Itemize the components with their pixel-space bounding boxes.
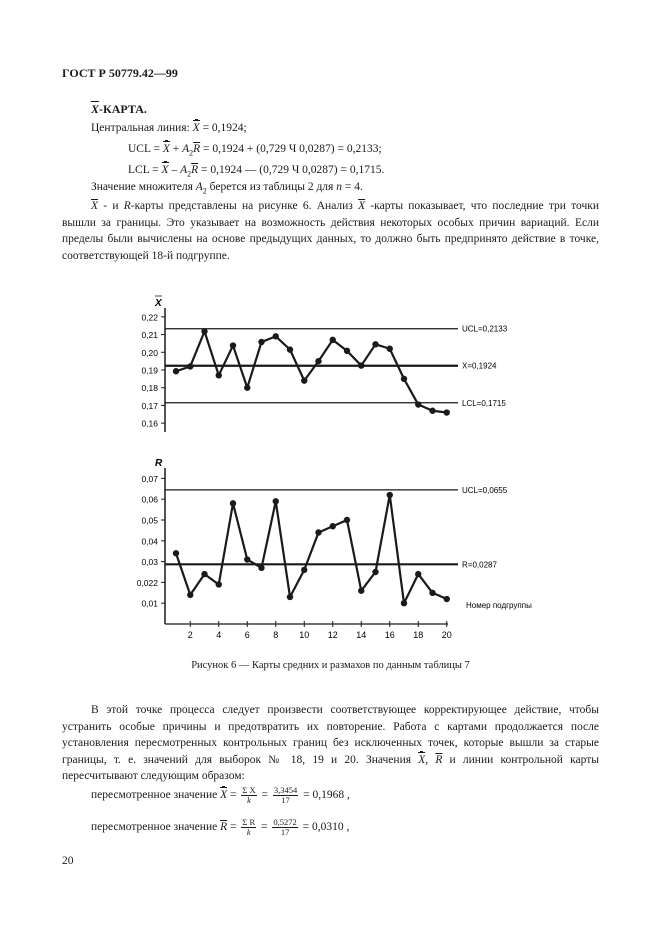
y-axis-label: X (155, 298, 162, 309)
y-tick-label: 0,05 (141, 515, 158, 526)
a-symbol: A (180, 164, 188, 176)
y-tick-label: 0,03 (141, 557, 158, 568)
r-symbol: R (123, 200, 131, 212)
x-double-bar-symbol: X (418, 753, 426, 766)
paragraph-analysis (62, 198, 599, 264)
r-bar-symbol: $\overline{R}$ (191, 164, 199, 176)
data-point (273, 498, 279, 504)
r-bar-symbol: $\overline{R}$ (435, 753, 443, 766)
y-tick-label: 0,16 (141, 418, 158, 429)
y-tick-label: 0,17 (141, 400, 158, 411)
data-point (401, 376, 407, 382)
data-point (230, 342, 236, 348)
fraction-numerator: Σ X (242, 785, 256, 795)
data-point (301, 377, 307, 383)
x-bar-symbol: $\overline{X}$ (91, 102, 100, 116)
center-line-label: Центральная линия: (91, 122, 190, 134)
data-point (201, 571, 207, 577)
data-point (444, 409, 450, 415)
x-tick-label: 6 (244, 630, 250, 640)
data-point (301, 567, 307, 573)
control-line-label: LCL=0,1715 (462, 398, 506, 408)
y-tick-label: 0,18 (141, 383, 158, 394)
x-tick-label: 20 (441, 630, 452, 640)
center-line-value: = 0,1924; (202, 122, 247, 134)
x-double-bar-symbol: X (161, 164, 169, 176)
data-point (187, 592, 193, 598)
y-tick-label: 0,06 (141, 494, 158, 505)
control-line-label: R=0,0287 (462, 560, 497, 570)
x-tick-label: 10 (299, 630, 310, 640)
a-symbol: A (195, 181, 203, 193)
fraction-values-x (273, 786, 298, 805)
revised-x-value: = 0,1968 , (303, 789, 350, 802)
y-axis-label: R (155, 458, 163, 469)
paragraph-text: - и (98, 200, 124, 212)
data-point (344, 517, 350, 523)
a-subscript: 2 (189, 148, 194, 158)
data-point (244, 385, 250, 391)
data-point (358, 588, 364, 594)
data-point (315, 529, 321, 535)
fraction-values-r (272, 818, 297, 837)
section-title (91, 102, 147, 117)
revised-r-formula: пересмотренное значение $\overline{R}$ = $\frac{\text{Σ R}}{k}$ = $\frac{0,5272}{17}$ = 0,0310 , (91, 817, 350, 837)
y-tick-label: 0,07 (141, 473, 158, 484)
x-tick-label: 18 (413, 630, 424, 640)
x-tick-label: 14 (356, 630, 367, 640)
x-double-bar-symbol: X (162, 143, 170, 155)
control-line-label: UCL=0,0655 (462, 485, 508, 495)
data-series-line (176, 331, 447, 412)
ucl-value: = 0,1924 + (0,729 Ч 0,0287) = 0,2133; (203, 143, 382, 155)
data-point (330, 523, 336, 529)
x-tick-label: 16 (384, 630, 395, 640)
minus-sign: – (171, 164, 178, 176)
x-double-bar-symbol: X (192, 122, 200, 134)
fraction-denominator: k (246, 827, 251, 837)
ucl-formula (128, 143, 382, 157)
fraction-denominator: 17 (281, 795, 290, 805)
data-point (287, 346, 293, 352)
data-point (401, 600, 407, 606)
data-point (330, 337, 336, 343)
data-point (429, 590, 435, 596)
data-point (258, 565, 264, 571)
lcl-label: LCL = (128, 164, 159, 176)
n-symbol: n (336, 181, 342, 193)
r-bar-symbol: $\overline{R}$ (193, 143, 201, 155)
x-bar-chart (141, 296, 507, 432)
multiplier-text-3: = 4. (344, 181, 363, 193)
plus-sign: + (172, 143, 180, 155)
paragraph-correction (62, 702, 599, 785)
data-point (344, 348, 350, 354)
data-point (173, 550, 179, 556)
revised-label: пересмотренное значение (91, 789, 218, 802)
data-point (315, 358, 321, 364)
figure-caption: Рисунок 6 — Карты средних и размахов по данным таблицы 7 (191, 660, 470, 671)
data-point (230, 500, 236, 506)
data-series-line (176, 495, 447, 603)
paragraph-text: -карты представлены на рисунке 6. Анализ (130, 200, 359, 212)
data-point (372, 569, 378, 575)
data-point (216, 372, 222, 378)
fraction-numerator: 0,5272 (273, 817, 297, 827)
multiplier-note (91, 181, 363, 195)
fraction-numerator: 3,3454 (273, 785, 298, 795)
data-point (273, 333, 279, 339)
x-tick-label: 8 (273, 630, 279, 640)
x-double-bar-symbol: X (220, 789, 228, 802)
data-point (415, 401, 421, 407)
revised-x-formula: пересмотренное значение X = $\frac{\text{Σ X}}{k}$ = $\frac{3,3454}{17}$ = 0,1968 , (91, 785, 350, 805)
revised-r-value: = 0,0310 , (302, 821, 350, 834)
y-tick-label: 0,19 (141, 365, 158, 376)
data-point (358, 362, 364, 368)
center-line-formula (91, 122, 247, 134)
control-charts-figure (0, 270, 661, 670)
page-number: 20 (62, 855, 74, 867)
x-bar-symbol: $\overline{X}$ (358, 200, 366, 212)
data-point (444, 596, 450, 602)
lcl-value: = 0,1924 — (0,729 Ч 0,0287) = 0,1715. (201, 164, 385, 176)
fraction-denominator: 17 (280, 827, 290, 837)
a-subscript: 2 (187, 169, 192, 179)
paragraph-text: -карты показывает, что последние три точки вышли за границы. Это указывает на возможность действия некоторых особых причин вариаций. Если пределы были вычислены на основе предыдущих данных, то должно быть предпринято действие в точке, соответствующей 18-й подгруппе. (62, 200, 599, 262)
fraction-numerator: Σ R (242, 817, 256, 827)
lcl-formula (128, 164, 384, 178)
data-point (287, 594, 293, 600)
x-tick-label: 2 (187, 630, 193, 640)
ucl-label: UCL = (128, 143, 160, 155)
x-axis-label: Номер подгруппы (466, 601, 532, 610)
multiplier-text-1: Значение множителя (91, 181, 193, 193)
y-tick-label: 0,022 (136, 577, 158, 588)
paragraph-text: В этой точке процесса следует произвести соответствующее корректирующее действие, чтобы устранить особые причины и предотвратить их повторение. Работа с картами продолжается после установления пересмотренных контрольных границ без исключенных точек, которые вышли за старые границы, т. е. значений для выборок № 18, 19 и 20. Значения (62, 704, 599, 766)
y-tick-label: 0,21 (141, 330, 158, 341)
y-tick-label: 0,22 (141, 312, 158, 323)
y-tick-label: 0,01 (141, 598, 158, 609)
range-chart (137, 458, 532, 640)
data-point (258, 339, 264, 345)
data-point (173, 368, 179, 374)
paragraph-text: , (425, 753, 436, 766)
fraction-sum-r (241, 818, 256, 837)
a-subscript: 2 (202, 186, 207, 196)
data-point (216, 581, 222, 587)
r-bar-symbol: $\overline{R}$ (220, 821, 228, 834)
y-tick-label: 0,04 (141, 536, 158, 547)
data-point (372, 341, 378, 347)
a-symbol: A (182, 143, 190, 155)
data-point (429, 408, 435, 414)
x-bar-symbol: $\overline{X}$ (91, 200, 99, 212)
x-tick-label: 12 (327, 630, 338, 640)
paragraph-text: и линии контрольной карты пересчитывают следующим образом: (62, 753, 600, 782)
y-tick-label: 0,20 (141, 347, 158, 358)
control-line-label: UCL=0,2133 (462, 324, 508, 334)
data-point (415, 571, 421, 577)
multiplier-text-2: берется из таблицы 2 для (209, 181, 334, 193)
data-point (387, 346, 393, 352)
fraction-denominator: k (247, 795, 251, 805)
x-tick-label: 4 (216, 630, 222, 640)
doc-header: ГОСТ Р 50779.42—99 (62, 66, 178, 80)
revised-label: пересмотренное значение (91, 821, 218, 834)
fraction-sum-x (241, 786, 256, 805)
data-point (201, 328, 207, 334)
data-point (244, 556, 250, 562)
section-title-text: -КАРТА. (99, 102, 147, 116)
control-line-label: X=0,1924 (462, 361, 497, 371)
data-point (387, 492, 393, 498)
data-point (187, 363, 193, 369)
